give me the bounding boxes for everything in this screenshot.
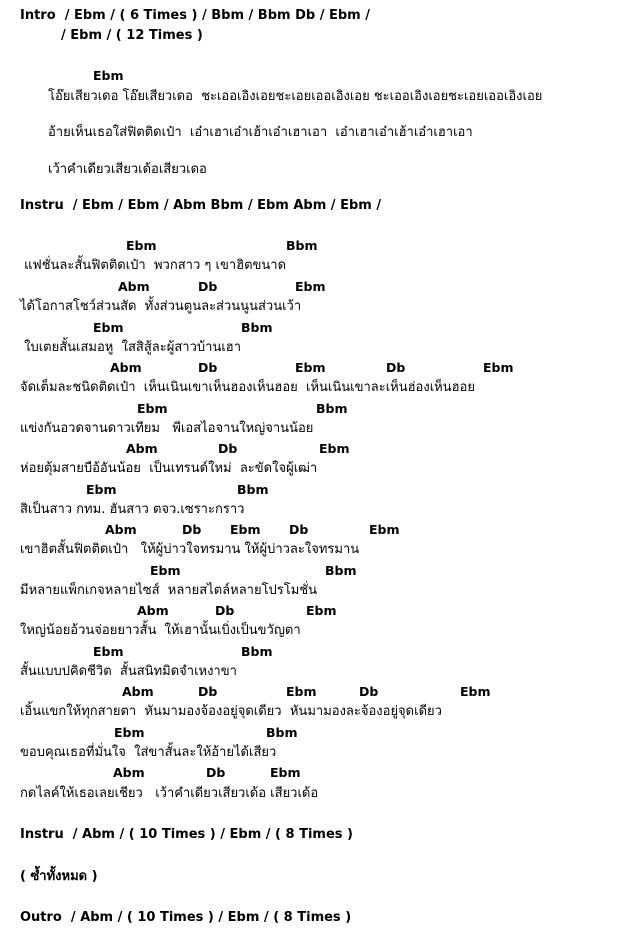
chord: Db [182,522,202,537]
chord: Bbm [241,644,273,659]
chord: Ebm [286,684,317,699]
chord: Bbm [237,482,269,497]
chord: Db [215,603,235,618]
chord: Abm [105,522,137,537]
chord: Abm [110,360,142,375]
chord: Ebm [114,725,145,740]
lyric-line: จัดเต็มละชนิดติดเป๋า เห็นเนินเขาเห็นฮองเห็นฮอย เห็นเนินเขาละเห็นฮ่องเห็นฮอย [20,380,475,395]
lyric-line: ใหญ่น้อยอ้วนจ่อยยาวสั้น ให้เฮานั้นเบิ่งเป็นขวัญตา [20,623,301,638]
intro-line-2: / Ebm / ( 12 Times ) [61,28,203,43]
lyric-line: กดไลค์ให้เธอเลยเชียว เว้าคำเดียวเสียวเด้อ เสียวเด้อ [20,786,319,801]
chord: Db [198,360,218,375]
chord: Ebm [483,360,514,375]
lyric-line: มีหลายแพ็กเกจหลายไซส์ หลายสไตล์หลายโปรโมชั่น [20,583,318,598]
chord: Ebm [126,238,157,253]
lyric-line: เอิ้นแขกให้ทุกสายตา หันมามองจ้องอยู่จุดเดียว หันมามองละจ้องอยู่จุดเดียว [20,704,442,719]
lyric-line: สิเป็นสาว กทม. ฮันสาว ตจว.เซราะกราว [20,502,245,517]
instru-line: Instru / Ebm / Ebm / Abm Bbm / Ebm Abm / Ebm / [20,198,382,213]
chord: Ebm [93,68,124,83]
chord: Bbm [241,320,273,335]
chord: Db [198,684,218,699]
instru-line: Instru / Abm / ( 10 Times ) / Ebm / ( 8 Times ) [20,827,353,842]
chord: Db [206,765,226,780]
chord: Ebm [93,644,124,659]
chord: Abm [126,441,158,456]
lyric-line: อ้ายเห็นเธอใส่ฟิตติดเป๋า เอ๋าเฮาเอ๋าเฮ้าเอ๋าเฮาเอา เอ๋าเฮาเอ๋าเฮ้าเอ๋าเฮาเอา [48,125,473,140]
chord: Db [198,279,218,294]
chord: Ebm [137,401,168,416]
outro-line: Outro / Abm / ( 10 Times ) / Ebm / ( 8 Times ) [20,910,352,925]
lyric-line: เว้าคำเดียวเสียวเด้อเสียวเดอ [48,162,207,177]
chord: Abm [137,603,169,618]
lyric-line: ขอบคุณเธอที่มั่นใจ ใส่ขาสั้นละให้อ้ายได้เสียว [20,745,277,760]
intro-line-1: Intro / Ebm / ( 6 Times ) / Bbm / Bbm Db / Ebm / [20,8,370,23]
chord: Db [359,684,379,699]
chord: Db [386,360,406,375]
repeat-note: ( ซ้ำทั้งหมด ) [20,869,98,884]
chord: Ebm [306,603,337,618]
lyric-line: สั้นแบบปคิดชีวิต สั้นสนิทมิดจำเหงาขา [20,664,237,679]
chord: Ebm [93,320,124,335]
chord: Ebm [86,482,117,497]
chord: Bbm [316,401,348,416]
chord: Ebm [319,441,350,456]
chord: Ebm [150,563,181,578]
chord: Ebm [295,279,326,294]
chord: Ebm [230,522,261,537]
lyric-line: ได้โอกาสโชว์ส่วนสัด ทั้งส่วนตูนละส่วนนูนส่วนเว้า [20,299,302,314]
chord: Bbm [325,563,357,578]
chord: Abm [118,279,150,294]
chord: Bbm [286,238,318,253]
lyric-line: แข่งกันอวดจานดาวเทียม พีเอสไอจานใหญ่จานน้อย [20,421,314,436]
lyric-line: เขาฮิตสั้นฟิตติดเป๋า ให้ผู้บ่าวใจทรมาน ให้ผู้บ่าวละใจทรมาน [20,542,360,557]
chord: Abm [122,684,154,699]
chord: Ebm [369,522,400,537]
chord: Ebm [270,765,301,780]
lyric-line: ใบเตยสั้นเสมอหู ใสสิสู้ละผู้สาวบ้านเฮา [20,340,242,355]
chord: Ebm [295,360,326,375]
chord: Ebm [460,684,491,699]
lyric-line: โอ๊ยเสียวเดอ โอ๊ยเสียวเดอ ชะเออเอิงเอยชะเอยเออเอิงเอย ชะเออเอิงเอยชะเอยเออเอิงเอย [48,89,543,104]
chord: Db [218,441,238,456]
lyric-line: ห่อยตุ้มสายบือ้อันน้อย เป็นเทรนด์ใหม่ ละขัดใจผู้เฒ่า [20,461,318,476]
lyric-line: แฟชั่นละสั้นฟิตติดเป๋า พวกสาว ๆ เขาฮิตขนาด [20,258,287,273]
chord: Abm [113,765,145,780]
chord: Db [289,522,309,537]
chord: Bbm [266,725,298,740]
